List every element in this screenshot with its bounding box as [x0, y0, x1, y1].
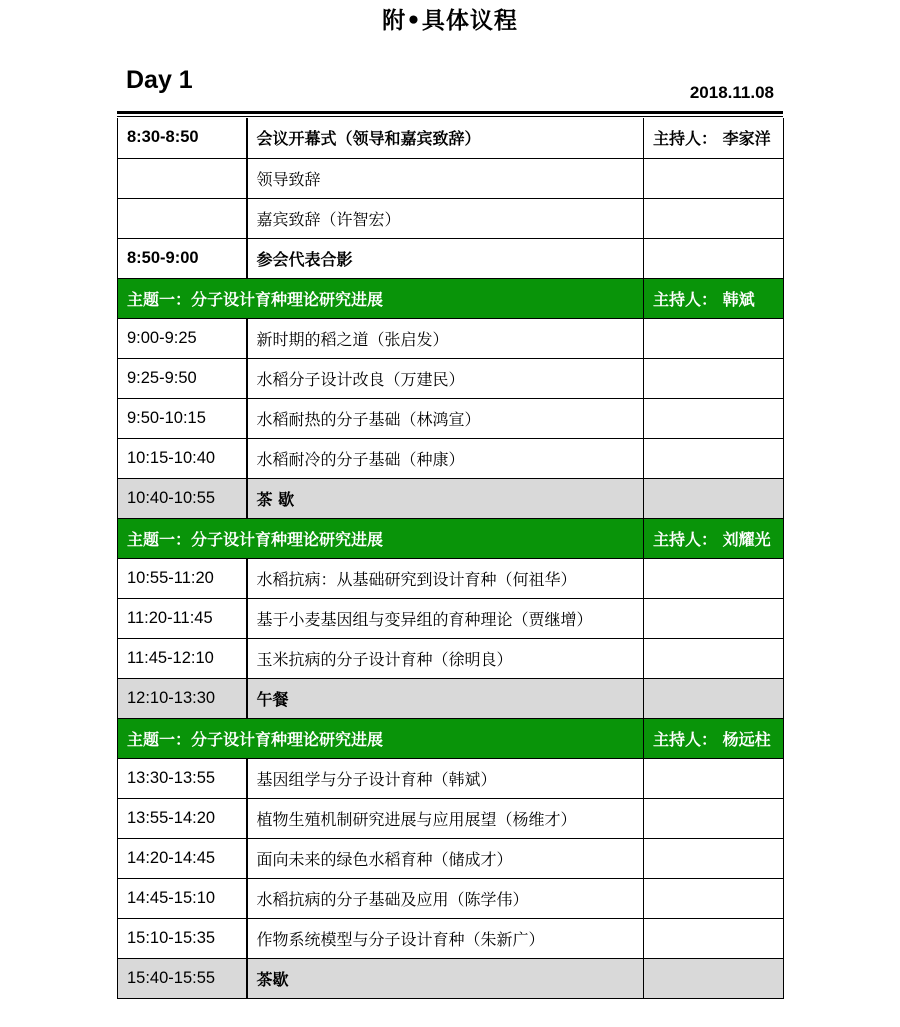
- day-label: Day 1: [126, 66, 193, 94]
- host-cell: [644, 238, 784, 278]
- break-row: [118, 478, 784, 518]
- time-cell: [118, 158, 247, 198]
- host-cell: [644, 358, 784, 398]
- title-cell: 参会代表合影: [247, 238, 644, 278]
- theme-title: 主题一：分子设计育种理论研究进展: [118, 278, 644, 318]
- agenda-row: [118, 198, 784, 238]
- title-cell: 领导致辞: [247, 158, 644, 198]
- title-cell: 基于小麦基因组与变异组的育种理论（贾继增）: [247, 598, 644, 638]
- time-cell: 14:45-15:10: [118, 878, 247, 918]
- time-cell: 8:30-8:50: [118, 118, 247, 158]
- host-cell: [644, 878, 784, 918]
- agenda-row: [118, 238, 784, 278]
- time-cell: 13:30-13:55: [118, 758, 247, 798]
- time-cell: 10:55-11:20: [118, 558, 247, 598]
- host-cell: 主持人： 刘耀光: [644, 518, 784, 558]
- time-cell: 10:15-10:40: [118, 438, 247, 478]
- host-cell: [644, 958, 784, 998]
- agenda-row: [118, 358, 784, 398]
- host-cell: [644, 478, 784, 518]
- time-cell: 9:50-10:15: [118, 398, 247, 438]
- title-cell: 会议开幕式（领导和嘉宾致辞）: [247, 118, 644, 158]
- host-cell: [644, 558, 784, 598]
- time-cell: 15:40-15:55: [118, 958, 247, 998]
- host-cell: [644, 678, 784, 718]
- agenda-row: [118, 558, 784, 598]
- host-cell: [644, 318, 784, 358]
- host-cell: [644, 918, 784, 958]
- time-cell: 15:10-15:35: [118, 918, 247, 958]
- agenda-row: [118, 118, 784, 158]
- break-row: [118, 678, 784, 718]
- agenda-row: [118, 838, 784, 878]
- time-cell: 12:10-13:30: [118, 678, 247, 718]
- title-cell: 玉米抗病的分子设计育种（徐明良）: [247, 638, 644, 678]
- host-cell: [644, 758, 784, 798]
- title-cell: 茶歇: [247, 958, 644, 998]
- title-cell: 水稻抗病的分子基础及应用（陈学伟）: [247, 878, 644, 918]
- agenda-row: [118, 758, 784, 798]
- time-cell: 8:50-9:00: [118, 238, 247, 278]
- host-cell: [644, 158, 784, 198]
- theme-row: [118, 718, 784, 758]
- host-cell: [644, 398, 784, 438]
- agenda-row: [118, 158, 784, 198]
- time-cell: 13:55-14:20: [118, 798, 247, 838]
- page-title: 附•具体议程: [382, 8, 518, 34]
- title-cell: 午餐: [247, 678, 644, 718]
- time-cell: [118, 198, 247, 238]
- agenda-row: [118, 398, 784, 438]
- break-row: [118, 958, 784, 998]
- header-rule: [117, 111, 783, 114]
- time-cell: 10:40-10:55: [118, 478, 247, 518]
- title-cell: 茶 歇: [247, 478, 644, 518]
- host-cell: [644, 798, 784, 838]
- agenda-table: [117, 118, 784, 999]
- host-cell: 主持人： 杨远柱: [644, 718, 784, 758]
- time-cell: 9:25-9:50: [118, 358, 247, 398]
- title-cell: 基因组学与分子设计育种（韩斌）: [247, 758, 644, 798]
- title-cell: 作物系统模型与分子设计育种（朱新广）: [247, 918, 644, 958]
- host-cell: 主持人： 韩斌: [644, 278, 784, 318]
- date-label: 2018.11.08: [689, 83, 774, 102]
- title-cell: 新时期的稻之道（张启发）: [247, 318, 644, 358]
- title-cell: 水稻耐冷的分子基础（种康）: [247, 438, 644, 478]
- theme-row: [118, 518, 784, 558]
- agenda-row: [118, 438, 784, 478]
- theme-row: [118, 278, 784, 318]
- title-cell: 植物生殖机制研究进展与应用展望（杨维才）: [247, 798, 644, 838]
- host-cell: [644, 598, 784, 638]
- time-cell: 11:20-11:45: [118, 598, 247, 638]
- host-cell: [644, 838, 784, 878]
- host-cell: [644, 638, 784, 678]
- title-cell: 水稻抗病：从基础研究到设计育种（何祖华）: [247, 558, 644, 598]
- title-cell: 嘉宾致辞（许智宏）: [247, 198, 644, 238]
- agenda-row: [118, 878, 784, 918]
- time-cell: 14:20-14:45: [118, 838, 247, 878]
- host-cell: [644, 438, 784, 478]
- host-cell: [644, 198, 784, 238]
- agenda-row: [118, 918, 784, 958]
- host-cell: 主持人： 李家洋: [644, 118, 784, 158]
- time-cell: 9:00-9:25: [118, 318, 247, 358]
- theme-title: 主题一：分子设计育种理论研究进展: [118, 718, 644, 758]
- agenda-row: [118, 318, 784, 358]
- title-cell: 水稻耐热的分子基础（林鸿宣）: [247, 398, 644, 438]
- agenda-row: [118, 638, 784, 678]
- title-cell: 水稻分子设计改良（万建民）: [247, 358, 644, 398]
- header-rule-thin: [117, 116, 783, 117]
- agenda-row: [118, 598, 784, 638]
- theme-title: 主题一：分子设计育种理论研究进展: [118, 518, 644, 558]
- title-cell: 面向未来的绿色水稻育种（储成才）: [247, 838, 644, 878]
- time-cell: 11:45-12:10: [118, 638, 247, 678]
- agenda-row: [118, 798, 784, 838]
- agenda-body: [118, 118, 784, 998]
